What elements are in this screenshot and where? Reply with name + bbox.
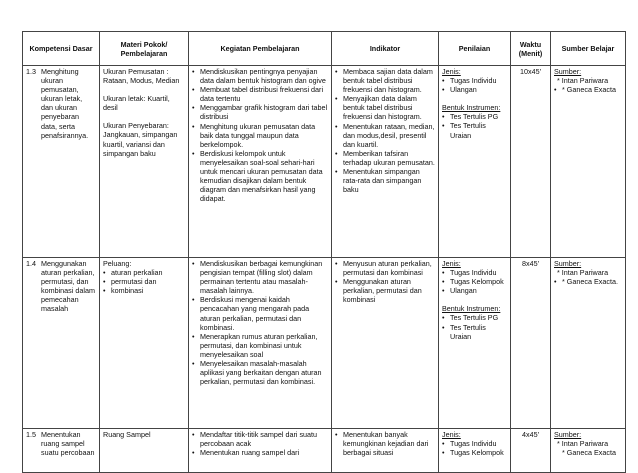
jenis-item: • Tugas Individu bbox=[442, 268, 507, 277]
kd-number: 1.3 bbox=[26, 67, 36, 76]
instrumen-item: • Tes Tertulis PG bbox=[442, 313, 507, 322]
jenis-item: • Tugas Individu bbox=[442, 76, 507, 85]
jenis-item: • Ulangan bbox=[442, 85, 507, 94]
kd-number: 1.4 bbox=[26, 259, 36, 268]
table-row bbox=[23, 66, 626, 258]
kegiatan-item: • Menyelesaikan masalah-masalah aplikasi yang berkaitan dengan aturan perkalian, permutasi dan kombinasi. bbox=[192, 359, 328, 386]
sumber-cell bbox=[551, 258, 626, 429]
indikator-cell bbox=[332, 66, 439, 258]
kd-text: Menggunakan aturan perkalian, permutasi, dan kombinasi dalam pemecahan masalah bbox=[41, 259, 95, 314]
materi-cell bbox=[100, 66, 189, 258]
header-kompetensi: Kompetensi Dasar bbox=[23, 32, 100, 66]
sumber-item: • * Ganeca Exacta. bbox=[554, 277, 622, 286]
kegiatan-item: • Mendiskusikan berbagai kemungkinan pengisian tempat (filling slot) dalam permainan tertentu atau masalah-masalah lainnya. bbox=[192, 259, 328, 295]
materi-item: Ukuran letak: Kuartil, desil bbox=[103, 94, 170, 113]
indikator-item: • Menentukan simpangan rata-rata dan simpangan baku bbox=[335, 167, 435, 194]
waktu-cell: 8x45' bbox=[511, 258, 551, 429]
indikator-item: • Menggunakan aturan perkalian, permutasi dan kombinasi bbox=[335, 277, 435, 304]
instrumen-label: Bentuk Instrumen: bbox=[442, 304, 501, 314]
indikator-item: • Menentukan rataan, median, dan modus,desil, presentil dan kuartil. bbox=[335, 122, 435, 149]
materi-cell: Ruang Sampel bbox=[100, 429, 189, 473]
kegiatan-item: • Berdiskusi mengenai kaidah pencacahan yang mengarah pada aturan perkalian, permutasi dan kombinasi. bbox=[192, 295, 328, 331]
header-row bbox=[23, 32, 626, 66]
kegiatan-item: • Membuat tabel distribusi frekuensi dari data tertentu bbox=[192, 85, 328, 103]
kegiatan-item: • Mendiskusikan pentingnya penyajian data dalam bentuk histogram dan ogive bbox=[192, 67, 328, 85]
syllabus-table bbox=[22, 31, 626, 473]
indikator-cell bbox=[332, 258, 439, 429]
indikator-item: • Menentukan banyak kemungkinan kejadian dari berbagai situasi bbox=[335, 430, 435, 457]
jenis-item: • Ulangan bbox=[442, 286, 507, 295]
kegiatan-item: • Menerapkan rumus aturan perkalian, permutasi, dan kombinasi untuk menyelesaikan soal bbox=[192, 332, 328, 359]
instrumen-item: • Tes Tertulis Uraian bbox=[442, 121, 507, 139]
jenis-label: Jenis: bbox=[442, 430, 461, 439]
indikator-item: • Menyusun aturan perkalian, permutasi dan kombinasi bbox=[335, 259, 435, 277]
instrumen-item: • Tes Tertulis Uraian bbox=[442, 323, 507, 341]
kegiatan-cell bbox=[189, 258, 332, 429]
penilaian-cell bbox=[439, 66, 511, 258]
kegiatan-item: • Menghitung ukuran pemusatan data baik data tunggal maupun data berkelompok. bbox=[192, 122, 328, 149]
instrumen-item: • Tes Tertulis PG bbox=[442, 112, 507, 121]
kompetensi-cell bbox=[23, 258, 100, 429]
penilaian-cell bbox=[439, 258, 511, 429]
jenis-item: • Tugas Kelompok bbox=[442, 277, 507, 286]
sumber-label: Sumber: bbox=[554, 430, 582, 439]
sumber-cell bbox=[551, 66, 626, 258]
materi-item: Ukuran Pemusatan : Rataan, Modus, Median bbox=[103, 67, 180, 86]
kegiatan-item: • Mendaftar titik-titik sampel dari suatu percobaan acak bbox=[192, 430, 328, 448]
header-indikator: Indikator bbox=[332, 32, 439, 66]
sumber-label: Sumber: bbox=[554, 259, 582, 268]
materi-item: • aturan perkalian bbox=[103, 268, 185, 277]
kd-text: Menentukan ruang sampel suatu percobaan bbox=[41, 430, 95, 458]
jenis-item: • Tugas Kelompok bbox=[442, 448, 507, 457]
header-kegiatan: Kegiatan Pembelajaran bbox=[189, 32, 332, 66]
table-row bbox=[23, 258, 626, 429]
indikator-item: • Membaca sajian data dalam bentuk tabel distribusi frekuensi dan histogram. bbox=[335, 67, 435, 94]
sumber-item: * Intan Pariwara bbox=[557, 439, 609, 449]
waktu-cell: 10x45' bbox=[511, 66, 551, 258]
sumber-item: * Intan Pariwara bbox=[557, 76, 609, 86]
kompetensi-cell bbox=[23, 66, 100, 258]
waktu-cell: 4x45' bbox=[511, 429, 551, 473]
sumber-item: * Ganeca Exacta bbox=[562, 448, 616, 458]
jenis-label: Jenis: bbox=[442, 259, 461, 268]
materi-item: • permutasi dan bbox=[103, 277, 185, 286]
materi-item: Ukuran Penyebaran: Jangkauan, simpangan kuartil, variansi dan simpangan baku bbox=[103, 121, 178, 158]
kd-text: Menghitung ukuran pemusatan, ukuran letak, dan ukuran penyebaran data, serta penafsirannya. bbox=[41, 67, 89, 140]
kegiatan-cell bbox=[189, 66, 332, 258]
sumber-item: • * Ganeca Exacta bbox=[554, 85, 622, 94]
materi-cell bbox=[100, 258, 189, 429]
instrumen-label: Bentuk Instrumen: bbox=[442, 103, 501, 113]
header-materi: Materi Pokok/ Pembelajaran bbox=[100, 32, 189, 66]
kegiatan-item: • Menggambar grafik histogram dari tabel distribusi bbox=[192, 103, 328, 121]
materi-label: Peluang: bbox=[103, 259, 132, 268]
kd-number: 1.5 bbox=[26, 430, 36, 439]
sumber-label: Sumber: bbox=[554, 67, 582, 76]
indikator-item: • Memberikan tafsiran terhadap ukuran pemusatan. bbox=[335, 149, 435, 167]
jenis-label: Jenis: bbox=[442, 67, 461, 76]
indikator-item: • Menyajikan data dalam bentuk tabel distribusi frekuensi dan histogram. bbox=[335, 94, 435, 121]
kegiatan-item: • Berdiskusi kelompok untuk menyelesaikan soal-soal sehari-hari untuk mencari ukuran pemusatan data kemudian disajikan dalam bentuk diagram dan menafsirkan hasil yang didapat. bbox=[192, 149, 328, 204]
kegiatan-item: • Menentukan ruang sampel dari bbox=[192, 448, 328, 457]
header-sumber: Sumber Belajar bbox=[551, 32, 626, 66]
jenis-item: • Tugas Individu bbox=[442, 439, 507, 448]
materi-item: • kombinasi bbox=[103, 286, 185, 295]
header-waktu: Waktu (Menit) bbox=[511, 32, 551, 66]
sumber-item: * Intan Pariwara bbox=[557, 268, 609, 278]
header-penilaian: Penilaian bbox=[439, 32, 511, 66]
